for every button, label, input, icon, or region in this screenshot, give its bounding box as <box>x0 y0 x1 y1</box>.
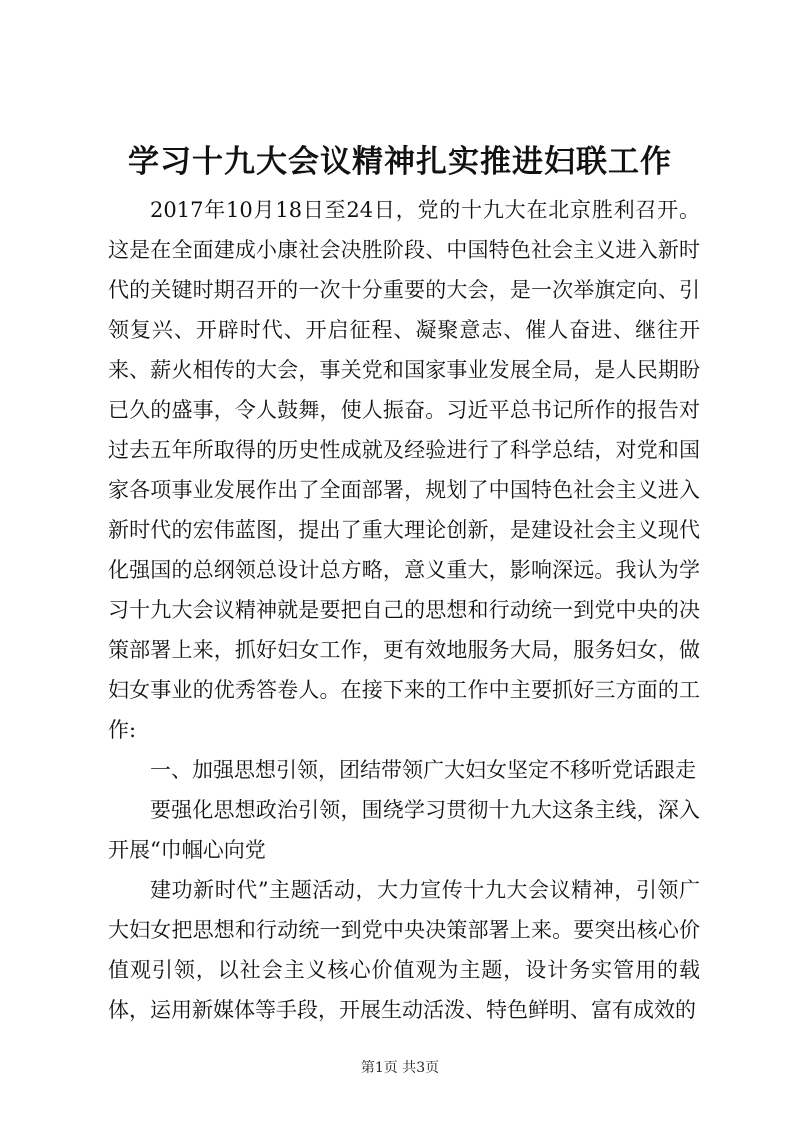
document-title: 学习十九大会议精神扎实推进妇联工作 <box>128 144 672 180</box>
paragraph-three: 建功新时代”主题活动，大力宣传十九大会议精神，引领广大妇女把思想和行动统一到党中央决策部署上来。要突出核心价值观引领，以社会主义核心价值观为主题，设计务实管用的载体，运用新媒体等手段，开展生动活泼、特色鲜明、富有成效的 <box>108 878 700 1022</box>
document-body <box>108 190 700 1030</box>
paragraph-two: 要强化思想政治引领，围绕学习贯彻十九大这条主线，深入开展“巾帼心向党 <box>108 798 700 862</box>
paragraph-heading-one: 一、加强思想引领，团结带领广大妇女坚定不移听党话跟走 <box>150 758 696 782</box>
page-number-footer: 第1页 共3页 <box>360 1060 440 1076</box>
paragraph-intro: 2017年10月18日至24日，党的十九大在北京胜利召开。这是在全面建成小康社会决胜阶段、中国特色社会主义进入新时代的关键时期召开的一次十分重要的大会，是一次举旗定向、引领复兴、开辟时代、开启征程、凝聚意志、催人奋进、继往开来、薪火相传的大会，事关党和国家事业发展全局，是人民期盼已久的盛事，令人鼓舞，使人振奋。习近平总书记所作的报告对过去五年所取得的历史性成就及经验进行了科学总结，对党和国家各项事业发展作出了全面部署，规划了中国特色社会主义进入新时代的宏伟蓝图，提出了重大理论创新，是建设社会主义现代化强国的总纲领总设计总方略，意义重大，影响深远。我认为学习十九大会议精神就是要把自己的思想和行动统一到党中央的决策部署上来，抓好妇女工作，更有效地服务大局，服务妇女，做妇女事业的优秀答卷人。在接下来的工作中主要抓好三方面的工作: <box>108 198 700 742</box>
